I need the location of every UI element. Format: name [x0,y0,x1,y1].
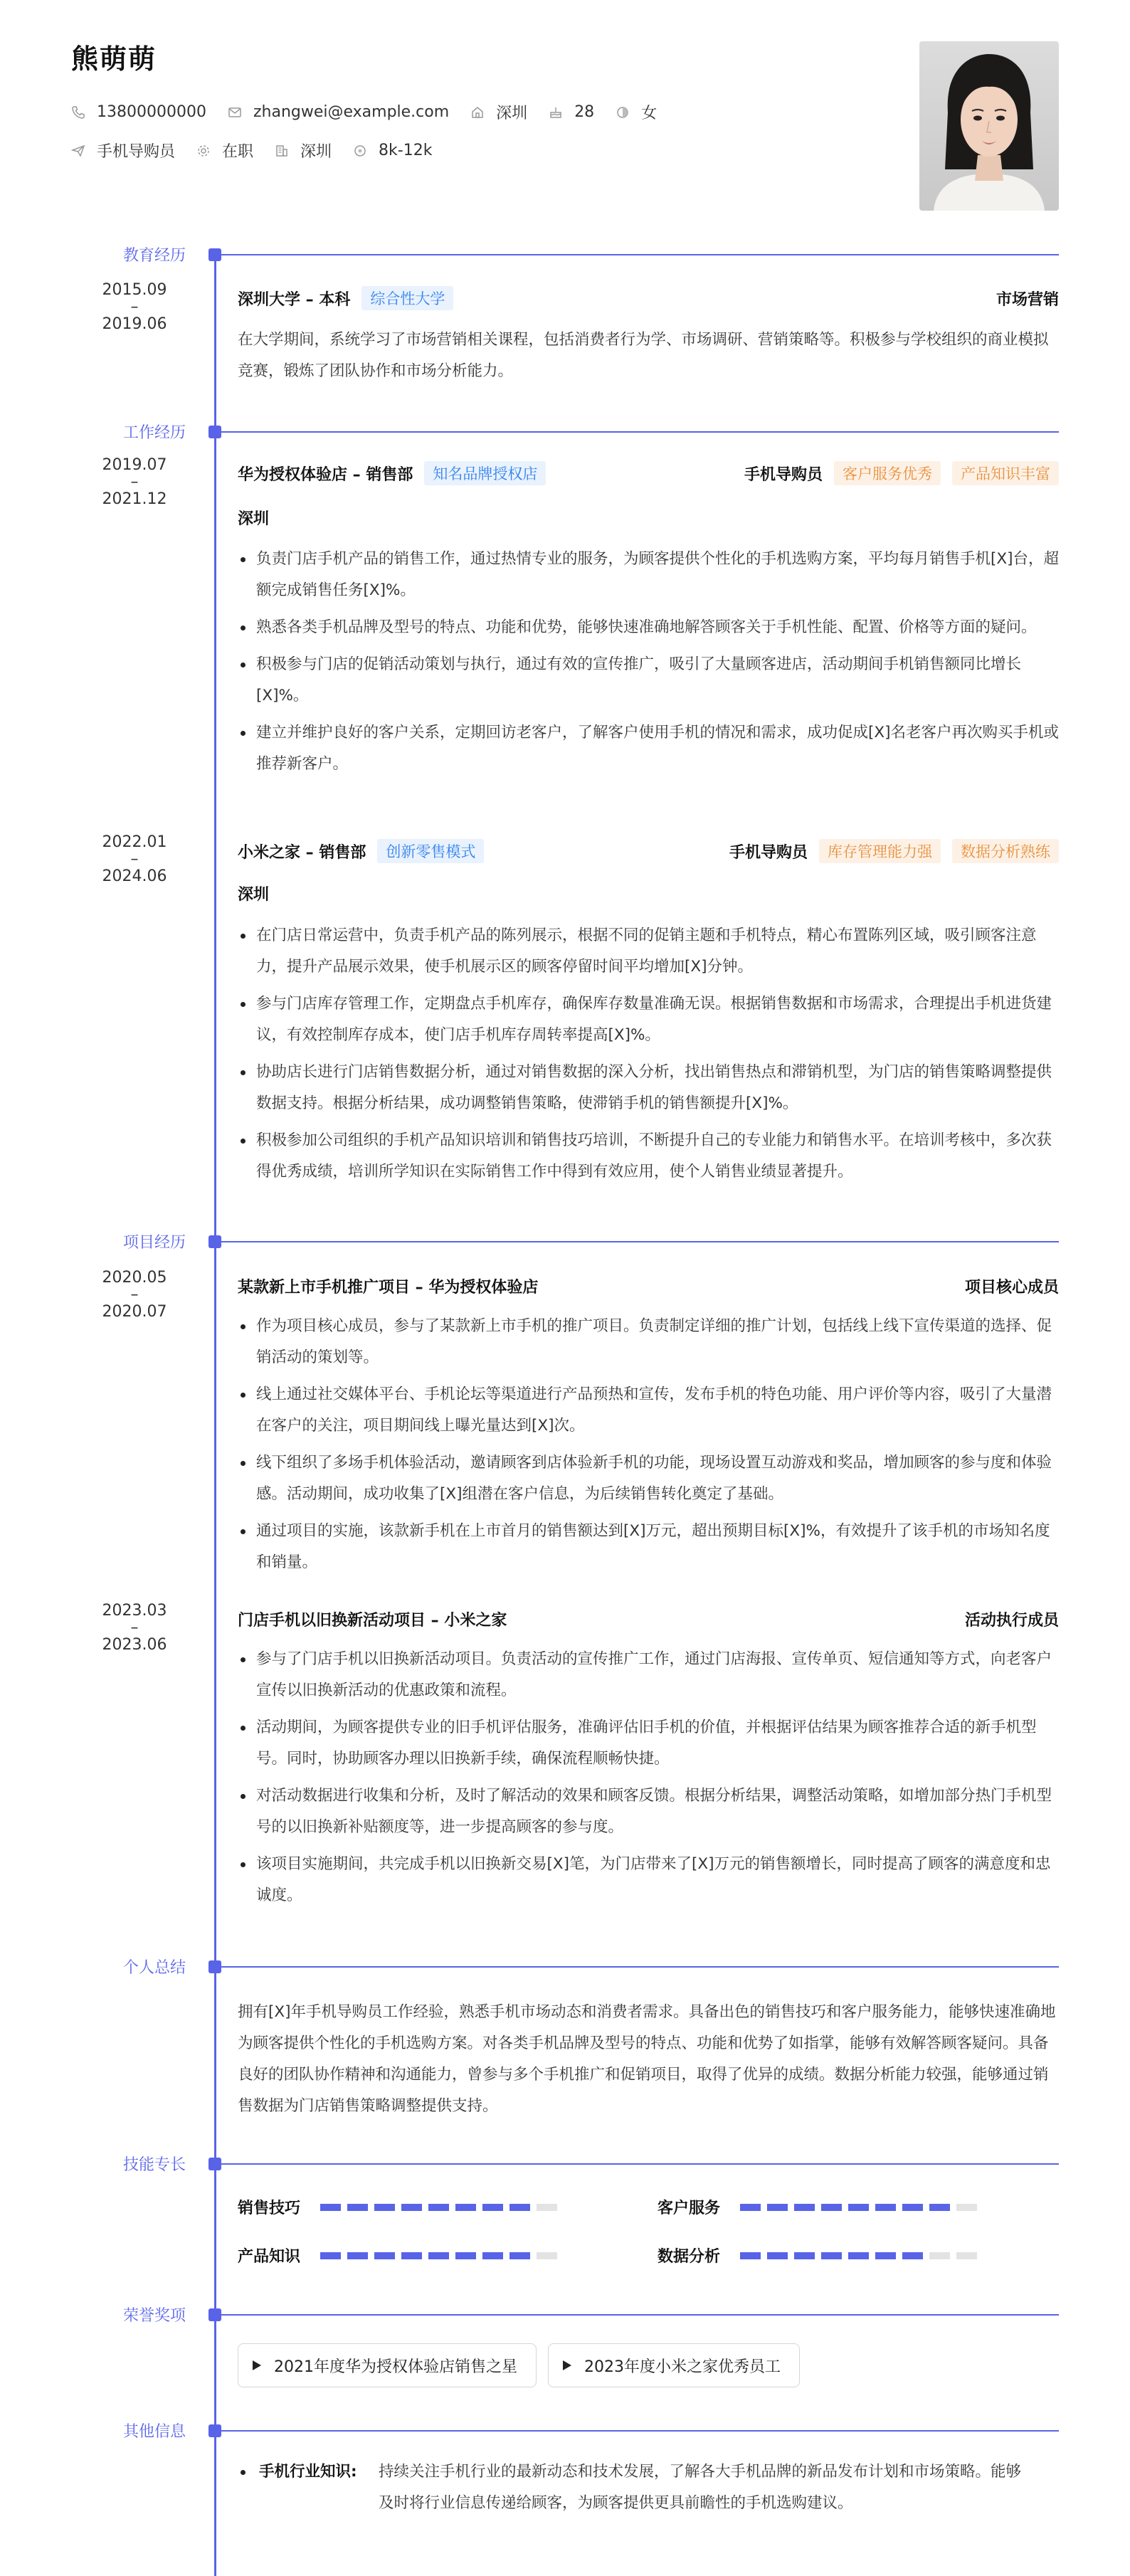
list-item: 参与门店库存管理工作，定期盘点手机库存，确保库存数量准确无误。根据销售数据和市场需求，合理提出手机进货建议，有效控制库存成本，使门店手机库存周转率提高[X]%。 [238,988,1059,1051]
portrait-image [919,41,1059,211]
email-item [228,103,449,121]
section-rule [216,1966,1059,1968]
cake-icon [549,105,563,120]
list-item: 建立并维护良好的客户关系，定期回访老客户，了解客户使用手机的情况和需求，成功促成[X]名老客户再次购买手机或推荐新客户。 [238,717,1059,780]
job-target-item [71,139,175,162]
section-title: 工作经历 [122,424,186,442]
project-name: 门店手机以旧换新活动项目 – 小米之家 [238,1611,507,1630]
section-rule [216,2163,1059,2165]
skill-level-segment [956,2204,977,2211]
list-item: 作为项目核心成员，参与了某款新上市手机的推广项目。负责制定详细的推广计划，包括线上线下宣传渠道的选择、促销活动的策划等。 [238,1311,1059,1373]
skill-level-segment [509,2252,530,2259]
skill-level-bar [320,2252,564,2259]
skill-level-segment [767,2204,788,2211]
project-bullets [238,1311,1059,1584]
other-info-item [238,2456,1035,2519]
company-name: 小米之家 – 销售部 [238,843,366,862]
section-marker [208,1235,221,1248]
skill-item [238,2244,564,2266]
target-city-item [275,139,332,162]
job-intent-row [71,139,453,162]
list-item: 线上通过社交媒体平台、手机论坛等渠道进行产品预热和宣传，发布手机的特色功能、用户评价等内容，吸引了大量潜在客户的关注，项目期间线上曝光量达到[X]次。 [238,1379,1059,1442]
project-role: 项目核心成员 [964,1278,1059,1297]
other-info-text: 持续关注手机行业的最新动态和技术发展，了解各大手机品牌的新品发布计划和市场策略。能够及时将行业信息传递给顾客，为顾客提供更具前瞻性的手机选购建议。 [379,2463,1022,2512]
email-text: zhangwei@example.com [253,103,450,121]
award-label: 2023年度小米之家优秀员工 [584,2358,781,2376]
section-header [0,1230,1130,1252]
section-marker [208,2424,221,2437]
section-title: 项目经历 [122,1234,186,1252]
education-date: 2015.09 – 2019.06 [102,281,167,333]
company-tag: 知名品牌授权店 [424,461,546,485]
skill-item [238,2196,564,2218]
target-city-text: 深圳 [300,143,332,161]
play-icon [253,2360,261,2370]
summary-text: 拥有[X]年手机导购员工作经验，熟悉手机市场动态和消费者需求。具备出色的销售技巧和客户服务能力，能够快速准确地为顾客提供个性化的手机选购方案。对各类手机品牌及型号的特点、功能和优势了如指掌，能够有效解答顾客疑问。具备良好的团队协作精神和沟通能力，曾参与多个手机推广和促销项目，取得了优异的成绩。数据分析能力较强，能够通过销售数据为门店销售策略调整提供支持。 [238,2003,1056,2115]
list-item: 参与了门店手机以旧换新活动项目。负责活动的宣传推广工作，通过门店海报、宣传单页、短信通知等方式，向老客户宣传以旧换新活动的优惠政策和流程。 [238,1644,1059,1706]
gender-item [616,101,657,123]
education-description: 在大学期间，系统学习了市场营销相关课程，包括消费者行为学、市场调研、营销策略等。积极参与学校组织的商业模拟竞赛，锻炼了团队协作和市场分析能力。 [238,331,1049,380]
education-entry-head [238,286,1059,310]
work-entry-head [238,461,1059,485]
skill-level-segment [347,2204,368,2211]
work-entry-head [238,839,1059,863]
mail-icon [228,105,242,120]
section-marker [208,248,221,261]
award-label: 2021年度华为授权体验店销售之星 [274,2358,517,2376]
award-item [548,2343,800,2387]
list-item: 协助店长进行门店销售数据分析，通过对销售数据的深入分析，找出销售热点和滞销机型，为门店的销售策略调整提供数据支持。根据分析结果，成功调整销售策略，使滞销手机的销售额提升[X]%。 [238,1057,1059,1119]
skill-level-segment [428,2252,449,2259]
skill-level-segment [347,2252,368,2259]
section-rule [216,2314,1059,2316]
list-item: 积极参加公司组织的手机产品知识培训和销售技巧培训，不断提升自己的专业能力和销售水平。在培训考核中，多次获得优秀成绩，培训所学知识在实际销售工作中得到有效应用，使个人销售业绩显著提升。 [238,1125,1059,1188]
skill-tag: 产品知识丰富 [952,461,1059,485]
list-item: 熟悉各类手机品牌及型号的特点、功能和优势，能够快速准确地解答顾客关于手机性能、配置、价格等方面的疑问。 [238,612,1059,643]
skill-level-segment [374,2252,395,2259]
school-name: 深圳大学 – 本科 [238,290,351,309]
play-icon [563,2360,571,2370]
section-title: 其他信息 [122,2423,186,2441]
list-item: 活动期间，为顾客提供专业的旧手机评估服务，准确评估旧手机的价值，并根据评估结果为顾客推荐合适的新手机型号。同时，协助顾客办理以旧换新手续，确保流程顺畅快捷。 [238,1712,1059,1775]
project-date: 2020.05 – 2020.07 [102,1269,167,1321]
skill-level-segment [482,2204,503,2211]
work-city: 深圳 [238,510,270,528]
location-text: 深圳 [496,105,528,122]
section-title: 技能专长 [122,2156,186,2174]
section-title: 个人总结 [122,1959,186,1977]
home-icon [470,105,485,120]
skill-tag: 客户服务优秀 [834,461,941,485]
skill-name: 销售技巧 [238,2200,301,2217]
skill-level-segment [401,2204,422,2211]
section-rule [216,431,1059,433]
skill-name: 产品知识 [238,2248,301,2266]
work-date: 2019.07 – 2021.12 [102,456,167,508]
section-rule [216,1241,1059,1242]
list-item: 该项目实施期间，共完成手机以旧换新交易[X]笔，为门店带来了[X]万元的销售额增长，同时提高了顾客的满意度和忠诚度。 [238,1849,1059,1911]
skill-level-segment [455,2204,476,2211]
paper-plane-icon [71,144,85,158]
skill-level-segment [509,2204,530,2211]
building-icon [275,144,289,158]
project-entry-head [238,1607,1059,1631]
skill-name: 数据分析 [658,2248,721,2266]
school-tag: 综合性大学 [361,286,453,310]
section-header [0,1955,1130,1977]
skill-level-segment [320,2252,341,2259]
coin-icon [353,144,367,158]
skill-tag: 库存管理能力强 [819,839,941,863]
section-title: 荣誉奖项 [122,2307,186,2325]
section-marker [208,426,221,438]
job-target-text: 手机导购员 [97,143,176,161]
skill-level-segment [740,2204,761,2211]
gender-text: 女 [641,105,658,122]
section-header [0,2419,1130,2441]
work-date: 2022.01 – 2024.06 [102,833,167,885]
location-item [470,101,527,123]
award-item [238,2343,537,2387]
skill-level-segment [537,2252,557,2259]
list-item: 在门店日常运营中，负责手机产品的陈列展示，根据不同的促销主题和手机特点，精心布置陈列区域，吸引顾客注意力，提升产品展示效果，使手机展示区的顾客停留时间平均增加[X]分钟。 [238,920,1059,983]
section-header [0,243,1130,265]
list-item: 对活动数据进行收集和分析，及时了解活动的效果和顾客反馈。根据分析结果，调整活动策略，如增加部分热门手机型号的以旧换新补贴额度等，进一步提高顾客的参与度。 [238,1780,1059,1843]
contact-row [71,101,678,123]
list-item: 线下组织了多场手机体验活动，邀请顾客到店体验新手机的功能，现场设置互动游戏和奖品，增加顾客的参与度和体验感。活动期间，成功收集了[X]组潜在客户信息，为后续销售转化奠定了基础。 [238,1447,1059,1510]
section-title: 教育经历 [122,247,186,265]
skill-level-bar [740,2204,983,2211]
company-name: 华为授权体验店 – 销售部 [238,465,413,484]
section-marker [208,2158,221,2170]
skill-level-segment [740,2252,761,2259]
work-bullets [238,920,1059,1193]
skill-level-segment [482,2252,503,2259]
list-item: 通过项目的实施，该款新手机在上市首月的销售额达到[X]万元，超出预期目标[X]%，有效提升了该手机的市场知名度和销量。 [238,1516,1059,1578]
section-header [0,2153,1130,2174]
bullet-dot [241,2470,245,2475]
gender-icon [616,105,630,120]
skill-name: 客户服务 [658,2200,721,2217]
skill-level-bar [740,2252,983,2259]
skill-level-segment [956,2252,977,2259]
work-city: 深圳 [238,886,270,904]
section-marker [208,1960,221,1973]
project-entry-head [238,1274,1059,1298]
award-list [238,2343,811,2387]
project-name: 某款新上市手机推广项目 – 华为授权体验店 [238,1278,539,1297]
project-role: 活动执行成员 [964,1611,1059,1630]
job-role: 手机导购员 [729,843,808,862]
skill-level-segment [428,2204,449,2211]
skill-level-segment [848,2204,869,2211]
other-info-label: 手机行业知识: [259,2463,357,2481]
skill-level-segment [902,2204,923,2211]
skill-item [658,2196,983,2218]
skill-level-segment [320,2204,341,2211]
skill-item [658,2244,983,2266]
salary-text: 8k-12k [379,142,433,159]
skill-level-segment [401,2252,422,2259]
phone-item [71,103,206,121]
major: 市场营销 [996,290,1059,309]
section-header [0,2303,1130,2325]
skill-level-segment [537,2204,557,2211]
skill-level-segment [902,2252,923,2259]
skill-level-segment [794,2204,815,2211]
company-tag: 创新零售模式 [377,839,484,863]
list-item: 积极参与门店的促销活动策划与执行，通过有效的宣传推广，吸引了大量顾客进店，活动期间手机销售额同比增长[X]%。 [238,649,1059,712]
gear-icon [196,144,211,158]
skill-level-segment [875,2204,896,2211]
skill-level-segment [929,2252,950,2259]
job-role: 手机导购员 [744,465,823,484]
skill-level-segment [374,2204,395,2211]
skill-level-segment [767,2252,788,2259]
skill-level-segment [455,2252,476,2259]
skill-tag: 数据分析熟练 [952,839,1059,863]
resume-name: 熊萌萌 [71,43,157,75]
project-bullets [238,1644,1059,1917]
phone-text: 13800000000 [97,103,206,121]
profile-photo [919,41,1059,211]
skill-level-segment [821,2252,842,2259]
age-text: 28 [574,103,595,121]
skill-level-segment [794,2252,815,2259]
timeline-line [214,250,216,2576]
age-item [549,103,594,121]
section-rule [216,254,1059,255]
skill-level-segment [848,2252,869,2259]
skill-level-segment [875,2252,896,2259]
skill-level-bar [320,2204,564,2211]
skill-level-segment [821,2204,842,2211]
phone-icon [71,105,85,120]
skill-level-segment [929,2204,950,2211]
salary-item [353,142,432,159]
status-item [196,139,253,162]
project-date: 2023.03 – 2023.06 [102,1602,167,1654]
section-header [0,421,1130,442]
status-text: 在职 [222,143,254,161]
list-item: 负责门店手机产品的销售工作，通过热情专业的服务，为顾客提供个性化的手机选购方案，平均每月销售手机[X]台，超额完成销售任务[X]%。 [238,544,1059,606]
work-bullets [238,544,1059,786]
section-marker [208,2308,221,2321]
section-rule [216,2430,1059,2432]
